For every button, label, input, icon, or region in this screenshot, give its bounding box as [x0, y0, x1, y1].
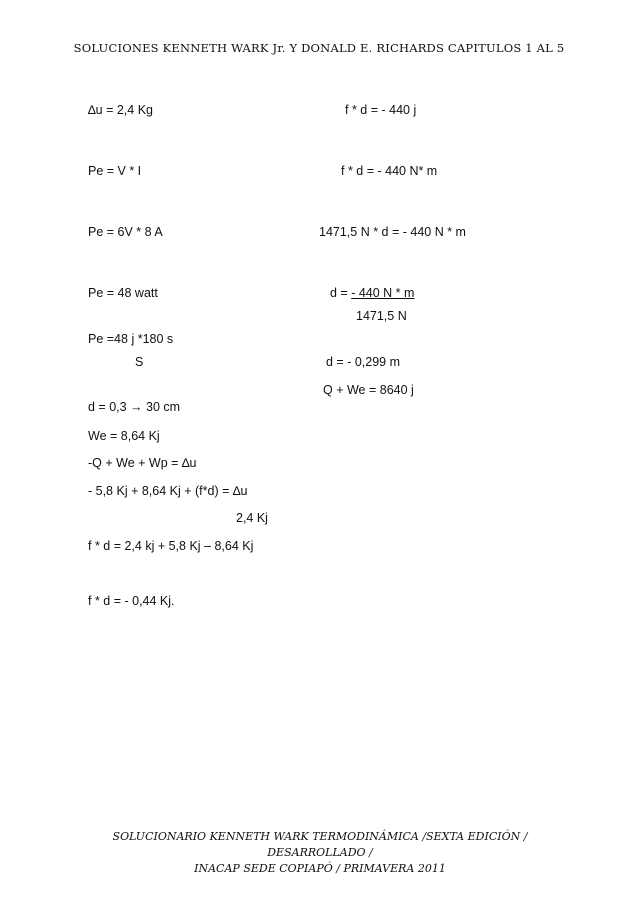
fd-sum-line: f * d = 2,4 kj + 5,8 Kj – 8,64 Kj [88, 539, 254, 553]
fd-result-line: f * d = - 0,44 Kj. [88, 594, 175, 608]
fd-newton-line: f * d = - 440 N* m [341, 164, 438, 178]
pe-result-line: Pe = 48 watt [88, 286, 158, 300]
distance-fraction-numerator: d = - 440 N * m [330, 286, 415, 300]
pe-formula-line: Pe = V * I [88, 164, 142, 178]
delta-u-value: 2,4 Kj [236, 511, 268, 525]
energy-balance-line: -Q + We + Wp = ∆u [88, 456, 197, 470]
distance-line: d = 0,3 → 30 cm [88, 400, 181, 414]
pe-energy-line: Pe =48 j *180 s [88, 332, 174, 346]
energy-substitution-line: - 5,8 Kj + 8,64 Kj + (f*d) = ∆u [88, 484, 248, 498]
force-distance-line: 1471,5 N * d = - 440 N * m [319, 225, 466, 239]
seconds-denominator: S [135, 355, 144, 369]
page-header: SOLUCIONES KENNETH WARK Jr. Y DONALD E. RICHARDS CAPITULOS 1 AL 5 [73, 41, 565, 55]
q-we-line: Q + We = 8640 j [323, 383, 414, 397]
page-footer [80, 829, 560, 877]
distance-fraction-denominator: 1471,5 N [356, 309, 407, 323]
footer-line-2: INACAP SEDE COPIAPÓ / PRIMAVERA 2011 [194, 862, 446, 875]
distance-result-line: d = - 0,299 m [326, 355, 400, 369]
footer-line-1: SOLUCIONARIO KENNETH WARK TERMODINÁMICA /SEXTA EDICIÓN / DESARROLLADO / [112, 830, 528, 859]
we-line: We = 8,64 Kj [88, 429, 160, 443]
fd-joule-line: f * d = - 440 j [345, 103, 417, 117]
pe-substitution-line: Pe = 6V * 8 A [88, 225, 163, 239]
delta-u-line: ∆u = 2,4 Kg [88, 103, 153, 117]
